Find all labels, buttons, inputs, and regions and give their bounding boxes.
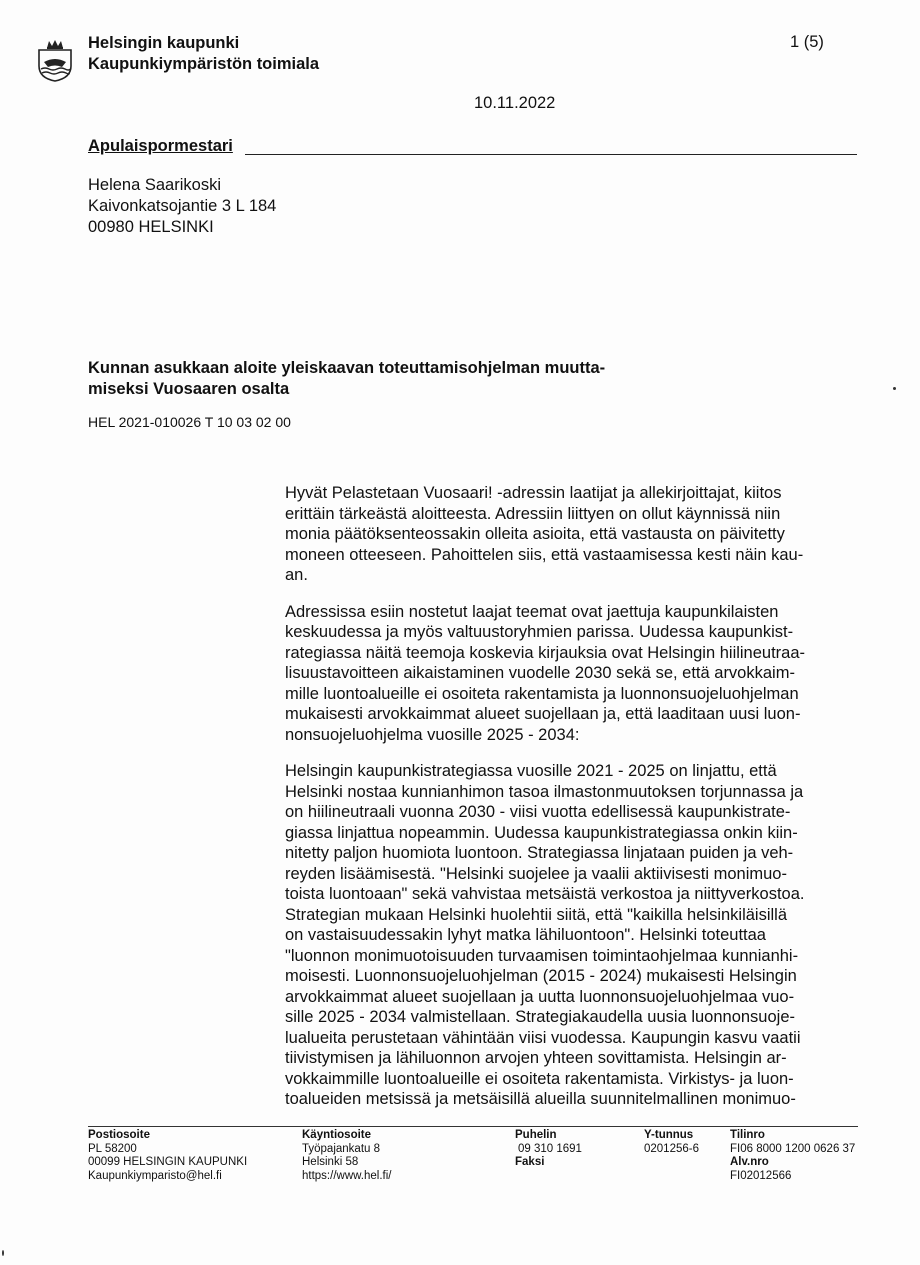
footer-bank-value: FI06 8000 1200 0626 37 <box>730 1142 856 1155</box>
body-line: rategiassa näitä teemoja koskevia kirjauksia ovat Helsingin hiilineutraa- <box>285 643 806 662</box>
footer-visiting-address <box>302 1129 391 1183</box>
sender-title: Apulaispormestari <box>88 137 233 155</box>
footer-phone-heading: Puhelin <box>515 1129 557 1141</box>
body-line: lisuustavoitteen aikaistaminen vuodelle 2030 sekä se, että arvokkaim- <box>285 664 795 682</box>
scan-speck <box>893 387 896 390</box>
footer-fax-heading: Faksi <box>515 1156 545 1168</box>
body-line: nonsuojeluohjelma vuosille 2025 - 2034: <box>285 725 580 744</box>
document-reference: HEL 2021-010026 T 10 03 02 00 <box>88 414 291 430</box>
footer-visiting-line: Helsinki 58 <box>302 1156 359 1168</box>
scan-speck <box>2 1250 4 1256</box>
body-line: mille luontoalueille ei osoiteta rakentamista ja luonnonsuojeluohjelman <box>285 684 799 703</box>
body-line: erittäin tärkeästä aloitteesta. Adressiin liittyen on ollut käynnissä niin <box>285 504 781 523</box>
footer-bank-account <box>730 1129 855 1183</box>
recipient-street: Kaivonkatsojantie 3 L 184 <box>88 197 277 215</box>
body-line: on vastaisuudessakin lyhyt matka lähiluontoon". Helsinki toteuttaa <box>285 926 766 944</box>
body-paragraph <box>285 602 855 746</box>
header-divider <box>245 154 857 155</box>
footer-postal-line: PL 58200 <box>88 1142 137 1155</box>
body-line: Hyvät Pelastetaan Vuosaari! -adressin laatijat ja allekirjoittajat, kiitos <box>285 484 782 502</box>
footer-divider <box>88 1126 858 1127</box>
footer-postal-heading: Postiosoite <box>88 1129 150 1141</box>
recipient-postal: 00980 HELSINKI <box>88 218 214 236</box>
body-line: sille 2025 - 2034 valmistellaan. Strategiakaudella uusia luonnonsuoje- <box>285 1008 795 1026</box>
body-line: mukaisesti arvokkaimmat alueet suojellaan ja, että laaditaan uusi luon- <box>285 705 801 723</box>
footer-phone <box>515 1129 582 1170</box>
body-line: Helsinki nostaa kunnianhimon tasoa ilmastonmuutoksen torjunnassa ja <box>285 782 804 801</box>
body-line: reyden lisäämisestä. "Helsinki suojelee ja vaalii aktiivisesti monimuo- <box>285 864 787 883</box>
body-line: Helsingin kaupunkistrategiassa vuosille 2021 - 2025 on linjattu, että <box>285 762 777 780</box>
footer-vat-heading: Alv.nro <box>730 1156 769 1168</box>
body-line: moisesti. Luonnonsuojeluohjelman (2015 - 2024) mukaisesti Helsingin <box>285 967 797 985</box>
body-line: giassa linjattua nopeammin. Uudessa kaupunkistrategiassa onkin kiin- <box>285 823 798 842</box>
subject-line-1: Kunnan asukkaan aloite yleiskaavan toteuttamisohjelman muutta- <box>88 359 606 377</box>
body-line: on hiilineutraali vuonna 2030 - viisi vuotta edellisessä kaupunkistrate- <box>285 803 791 821</box>
body-line: nitetty paljon huomiota luontoon. Strategiassa linjataan puiden ja veh- <box>285 844 794 862</box>
body-line: Strategian mukaan Helsinki huolehtii siitä, että "kaikilla helsinkiläisillä <box>285 905 788 924</box>
body-line: an. <box>285 566 308 584</box>
body-line: vokkaimmille luontoalueille ei osoiteta rakentamista. Virkistys- ja luon- <box>285 1069 794 1088</box>
body-paragraph <box>285 761 855 1110</box>
body-paragraph <box>285 483 855 586</box>
footer-business-id-value: 0201256-6 <box>644 1142 699 1155</box>
footer-visiting-heading: Käyntiosoite <box>302 1129 372 1141</box>
footer-postal-line: 00099 HELSINGIN KAUPUNKI <box>88 1156 248 1168</box>
body-line: "luonnon monimuotoisuuden turvaamisen toimintaohjelmaa kunnianhi- <box>285 946 799 965</box>
org-line-2: Kaupunkiympäristön toimiala <box>88 55 320 73</box>
body-line: toista luontoaan" sekä vahvistaa metsäistä verkostoa ja niittyverkostoa. <box>285 885 805 903</box>
letter-body <box>285 483 855 1126</box>
body-line: Adressissa esiin nostetut laajat teemat ovat jaettuja kaupunkilaisten <box>285 602 779 621</box>
footer-email: Kaupunkiymparisto@hel.fi <box>88 1169 222 1182</box>
subject-heading <box>88 358 688 400</box>
footer-business-id <box>644 1129 699 1156</box>
body-line: lualueita perustetaan vähintään viisi vuodessa. Kaupungin kasvu vaatii <box>285 1028 801 1047</box>
body-line: toalueiden metsissä ja metsäisillä alueilla suunnitelmallinen monimuo- <box>285 1090 796 1108</box>
footer-website: https://www.hel.fi/ <box>302 1169 392 1182</box>
org-line-1: Helsingin kaupunki <box>88 34 240 52</box>
organization-name <box>88 33 319 75</box>
footer-bank-heading: Tilinro <box>730 1129 765 1141</box>
footer-vat-value: FI02012566 <box>730 1169 792 1182</box>
body-line: monia päätöksenteossakin olleita asioita, että vastausta on päivitetty <box>285 525 785 543</box>
body-line: moneen otteeseen. Pahoittelen siis, että vastaamisessa kesti näin kau- <box>285 545 804 564</box>
body-line: keskuudessa ja myös valtuustoryhmien parissa. Uudessa kaupunkist- <box>285 623 794 641</box>
document-date: 10.11.2022 <box>474 94 556 112</box>
footer-business-id-heading: Y-tunnus <box>644 1129 694 1141</box>
footer-postal-address <box>88 1129 247 1183</box>
footer-phone-value: 09 310 1691 <box>518 1142 582 1155</box>
body-line: tiivistymisen ja lähiluonnon arvojen yhteen sovittamista. Helsingin ar- <box>285 1049 787 1067</box>
recipient-address <box>88 175 276 238</box>
page-number: 1 (5) <box>790 33 824 51</box>
helsinki-coat-of-arms-icon <box>36 38 74 82</box>
footer-visiting-line: Työpajankatu 8 <box>302 1142 381 1155</box>
body-line: arvokkaimmat alueet suojellaan ja uutta luonnonsuojeluohjelmaa vuo- <box>285 987 795 1006</box>
recipient-name: Helena Saarikoski <box>88 176 221 194</box>
subject-line-2: miseksi Vuosaaren osalta <box>88 380 290 398</box>
